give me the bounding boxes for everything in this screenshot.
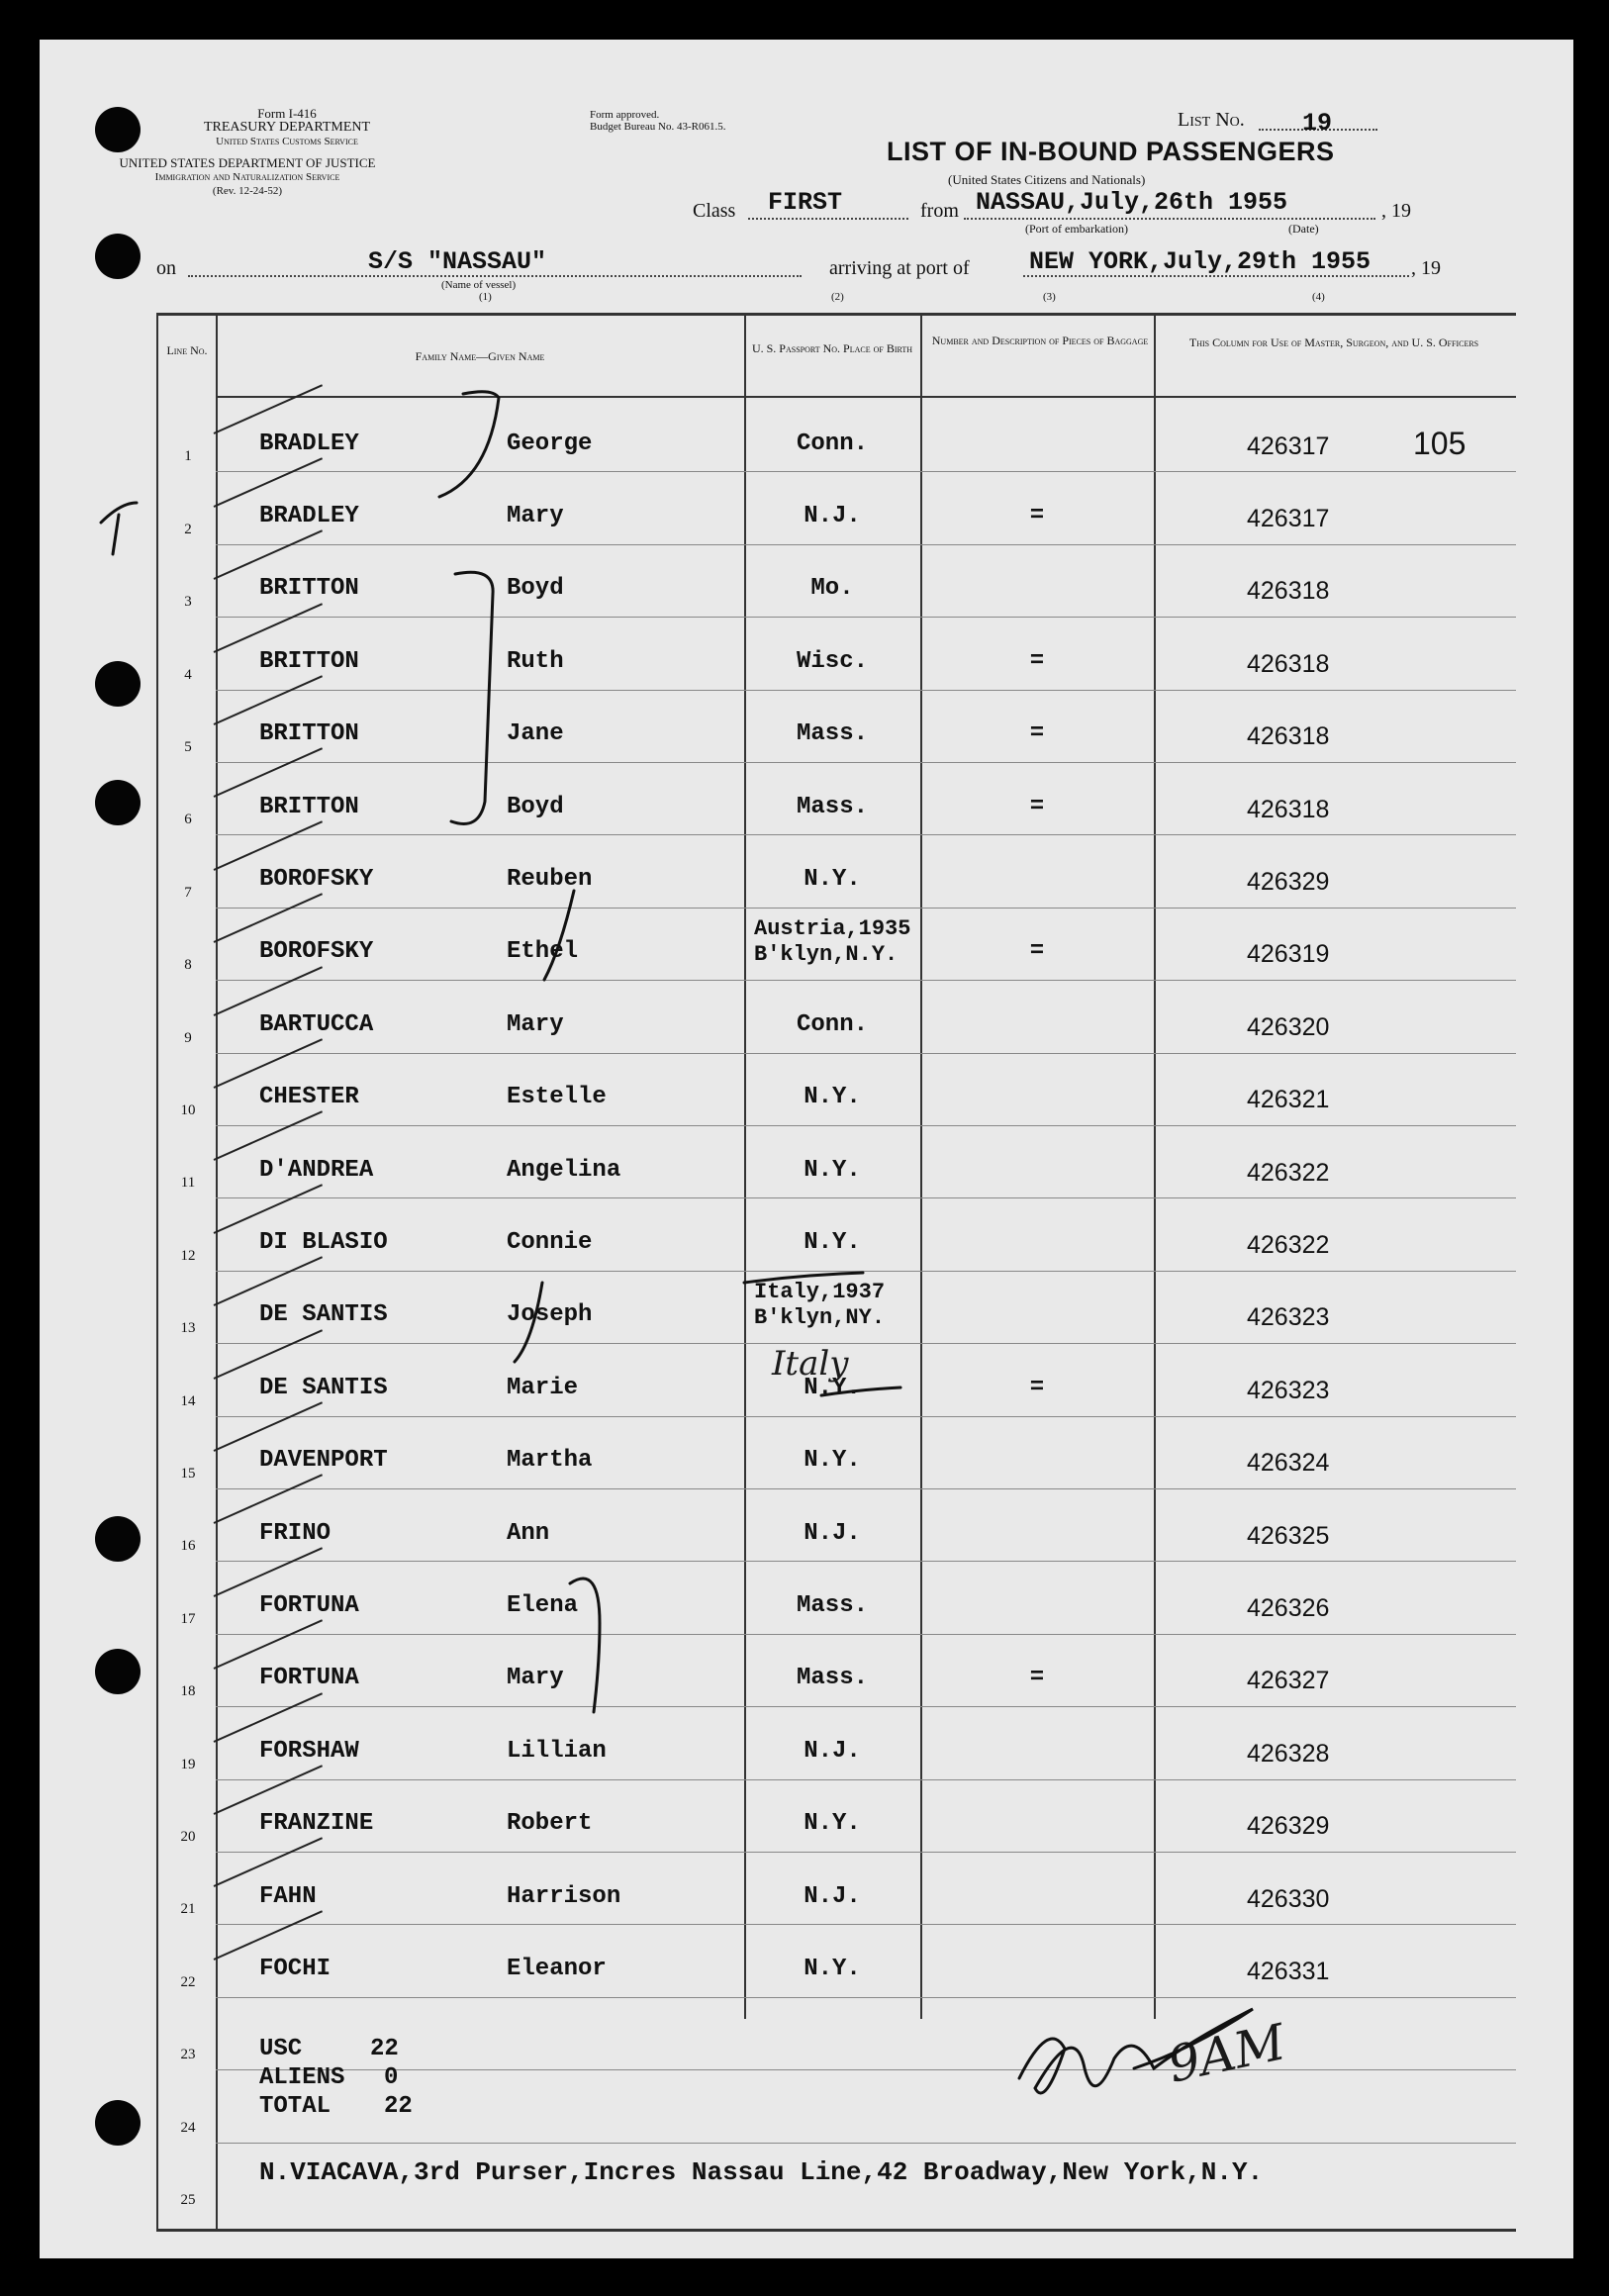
given-name: Ruth (507, 647, 564, 675)
table-row (40, 472, 1573, 544)
family-name: FORTUNA (259, 1592, 359, 1620)
line-number: 17 (180, 1610, 196, 1627)
place-of-birth: Mass. (796, 720, 868, 748)
family-name: FORSHAW (259, 1737, 359, 1765)
place-of-birth: N.Y. (804, 1374, 861, 1401)
baggage-mark: = (1029, 647, 1045, 675)
officer-number: 426319 (1247, 940, 1330, 969)
totals-block (259, 2035, 413, 2121)
line-number: 25 (180, 2192, 196, 2208)
officer-number: 426317 (1247, 431, 1330, 460)
table-row (40, 691, 1573, 763)
family-name: BRITTON (259, 720, 359, 748)
table-row (40, 763, 1573, 835)
table-row (40, 909, 1573, 981)
officer-number: 426329 (1247, 1812, 1330, 1841)
table-row (40, 545, 1573, 618)
officer-number: 426318 (1247, 577, 1330, 606)
col-num-2: (2) (831, 291, 844, 303)
family-name: FORTUNA (259, 1665, 359, 1692)
class-value: FIRST (768, 188, 843, 217)
port-caption: (Port of embarkation) (1025, 222, 1128, 236)
handwritten-initials: 9AM (1163, 2013, 1290, 2094)
line-number: 21 (180, 1901, 196, 1918)
line-number: 22 (180, 1973, 196, 1990)
place-of-birth: N.J. (804, 503, 861, 530)
table-top-rule (156, 313, 1516, 316)
table-row (40, 1707, 1573, 1779)
officer-number: 426330 (1247, 1884, 1330, 1913)
row-rule (216, 1997, 1516, 1998)
given-name: Jane (507, 720, 564, 748)
officer-number: 426321 (1247, 1086, 1330, 1114)
place-of-birth: Mo. (810, 575, 854, 603)
handwritten-italy: Italy (772, 1344, 849, 1384)
page-subtitle: (United States Citizens and Nationals) (948, 172, 1146, 187)
aliens-value: 0 (384, 2064, 399, 2091)
place-of-birth: Mass. (796, 1665, 868, 1692)
given-name: Martha (507, 1447, 593, 1475)
table-row (40, 835, 1573, 908)
family-name: BRITTON (259, 793, 359, 820)
officer-number: 426326 (1247, 1594, 1330, 1623)
line-number: 9 (184, 1029, 192, 1046)
purser-line: N.VIACAVA,3rd Purser,Incres Nassau Line,42 Broadway,New York,N.Y. (259, 2157, 1264, 2187)
table-row (40, 1489, 1573, 1562)
family-name: DI BLASIO (259, 1229, 388, 1257)
header-baggage: Number and Description of Pieces of Baggage (931, 334, 1149, 347)
officer-number: 426318 (1247, 722, 1330, 751)
table-bottom-rule (156, 2229, 1516, 2232)
place-of-birth: N.Y. (804, 1810, 861, 1838)
place-of-birth: N.J. (804, 1519, 861, 1547)
header-passport: U. S. Passport No. Place of Birth (751, 341, 913, 355)
vessel-caption: (Name of vessel) (441, 279, 517, 291)
baggage-mark: = (1029, 1374, 1045, 1401)
date-caption: (Date) (1288, 222, 1319, 236)
year-suffix: , 19 (1381, 200, 1411, 222)
place-of-birth: N.Y. (804, 1229, 861, 1257)
officer-number: 426325 (1247, 1521, 1330, 1550)
aliens-label: ALIENS (259, 2064, 345, 2091)
family-name: CHESTER (259, 1084, 359, 1111)
usc-label: USC (259, 2036, 303, 2062)
total-value: 22 (384, 2093, 413, 2120)
given-name: Harrison (507, 1882, 621, 1910)
line-number: 5 (184, 738, 192, 755)
officer-number: 426327 (1247, 1667, 1330, 1695)
place-of-birth: Conn. (796, 1010, 868, 1038)
table-row (40, 1272, 1573, 1344)
line-number: 15 (180, 1465, 196, 1482)
table-row (40, 1780, 1573, 1853)
given-name: Robert (507, 1810, 593, 1838)
place-of-birth: N.Y. (804, 1084, 861, 1111)
total-label: TOTAL (259, 2093, 331, 2120)
passenger-table (40, 40, 1573, 2258)
family-name: BRADLEY (259, 430, 359, 457)
margin-number: 105 (1413, 426, 1467, 461)
form-number: Form I-416 (257, 106, 317, 121)
officer-number: 426323 (1247, 1303, 1330, 1332)
place-of-birth: N.J. (804, 1882, 861, 1910)
place-of-birth: N.Y. (804, 866, 861, 894)
line-number: 24 (180, 2119, 196, 2136)
usc-row (259, 2035, 413, 2063)
family-name: BARTUCCA (259, 1010, 374, 1038)
family-name: FRANZINE (259, 1810, 374, 1838)
family-name: FRINO (259, 1519, 331, 1547)
line-number: 14 (180, 1392, 196, 1409)
officer-number: 426318 (1247, 795, 1330, 823)
budget-bureau: Budget Bureau No. 43-R061.5. (590, 121, 726, 133)
place-of-birth: Mass. (796, 1592, 868, 1620)
from-value: NASSAU,July,26th 1955 (976, 188, 1288, 217)
family-name: FAHN (259, 1882, 317, 1910)
given-name: Boyd (507, 575, 564, 603)
line-number: 18 (180, 1683, 196, 1700)
officer-number: 426318 (1247, 649, 1330, 678)
table-row (40, 1925, 1573, 1997)
baggage-mark: = (1029, 503, 1045, 530)
baggage-mark: = (1029, 938, 1045, 966)
from-label: from (920, 200, 959, 222)
place-of-birth: Austria,1935 B'klyn,N.Y. (754, 916, 911, 968)
family-name: BRITTON (259, 575, 359, 603)
place-of-birth: N.J. (804, 1737, 861, 1765)
given-name: Marie (507, 1374, 579, 1401)
year-suffix-2: , 19 (1411, 257, 1441, 279)
family-name: DAVENPORT (259, 1447, 388, 1475)
revision: (Rev. 12-24-52) (212, 185, 283, 197)
line-number: 19 (180, 1756, 196, 1772)
table-row (40, 981, 1573, 1053)
table-row (40, 1054, 1573, 1126)
ins-service: Immigration and Naturalization Service (154, 171, 340, 183)
line-number: 10 (180, 1101, 196, 1118)
place-of-birth: Mass. (796, 793, 868, 820)
table-row (40, 1198, 1573, 1271)
treasury-dept: TREASURY DEPARTMENT (203, 120, 371, 135)
customs-service: United States Customs Service (216, 136, 358, 147)
table-row (40, 1562, 1573, 1634)
line-number: 4 (184, 666, 192, 683)
given-name: Joseph (507, 1301, 593, 1329)
line-number: 23 (180, 2047, 196, 2063)
place-of-birth: Conn. (796, 430, 868, 457)
row-rule (216, 2143, 1516, 2144)
baggage-mark: = (1029, 1665, 1045, 1692)
line-number: 6 (184, 812, 192, 828)
line-number: 13 (180, 1320, 196, 1337)
col-num-4: (4) (1312, 291, 1325, 303)
header-name: Family Name—Given Name (415, 349, 545, 363)
line-number: 2 (184, 521, 192, 537)
form-approved: Form approved. (590, 109, 660, 121)
line-number: 3 (184, 594, 192, 611)
total-row (259, 2092, 413, 2121)
given-name: Estelle (507, 1084, 607, 1111)
usc-value: 22 (370, 2036, 399, 2062)
family-name: BOROFSKY (259, 938, 374, 966)
table-row (40, 1635, 1573, 1707)
family-name: DE SANTIS (259, 1374, 388, 1401)
header-line-no: Line No. (166, 343, 208, 357)
baggage-mark: = (1029, 720, 1045, 748)
given-name: George (507, 430, 593, 457)
aliens-row (259, 2063, 413, 2092)
place-of-birth: N.Y. (804, 1447, 861, 1475)
family-name: FOCHI (259, 1956, 331, 1983)
class-label: Class (693, 200, 736, 222)
line-number: 12 (180, 1247, 196, 1264)
place-of-birth: Italy,1937 B'klyn,NY. (754, 1280, 886, 1331)
col-num-3: (3) (1043, 291, 1056, 303)
line-number: 1 (184, 448, 192, 465)
officer-number: 426322 (1247, 1231, 1330, 1260)
list-label: List No. (1178, 109, 1245, 131)
line-number: 20 (180, 1828, 196, 1845)
baggage-mark: = (1029, 793, 1045, 820)
place-of-birth: Wisc. (796, 647, 868, 675)
vessel-name: S/S "NASSAU" (368, 247, 547, 276)
arriving-value: NEW YORK,July,29th 1955 (1029, 247, 1372, 276)
given-name: Ethel (507, 938, 579, 966)
list-number: 19 (1302, 109, 1333, 138)
table-row (40, 1417, 1573, 1489)
given-name: Angelina (507, 1156, 621, 1184)
given-name: Elena (507, 1592, 579, 1620)
given-name: Eleanor (507, 1956, 607, 1983)
table-row (40, 1126, 1573, 1198)
arriving-label: arriving at port of (829, 257, 970, 279)
family-name: BRADLEY (259, 503, 359, 530)
officer-number: 426317 (1247, 505, 1330, 533)
officer-number: 426320 (1247, 1012, 1330, 1041)
given-name: Connie (507, 1229, 593, 1257)
page-title: LIST OF IN-BOUND PASSENGERS (887, 137, 1335, 166)
place-of-birth: N.Y. (804, 1956, 861, 1983)
table-row (40, 618, 1573, 690)
form-sheet (40, 40, 1573, 2258)
line-number: 7 (184, 884, 192, 901)
given-name: Mary (507, 1010, 564, 1038)
line-number: 16 (180, 1538, 196, 1555)
header-officers: This Column for Use of Master, Surgeon, and U. S. Officers (1188, 335, 1479, 349)
given-name: Ann (507, 1519, 550, 1547)
table-row (40, 400, 1573, 472)
place-of-birth: N.Y. (804, 1156, 861, 1184)
given-name: Mary (507, 503, 564, 530)
check-mark (214, 385, 323, 435)
line-number: 11 (180, 1175, 196, 1192)
family-name: BOROFSKY (259, 866, 374, 894)
table-row (40, 1853, 1573, 1925)
family-name: BRITTON (259, 647, 359, 675)
given-name: Mary (507, 1665, 564, 1692)
given-name: Reuben (507, 866, 593, 894)
line-number: 8 (184, 957, 192, 974)
officer-number: 426324 (1247, 1449, 1330, 1478)
given-name: Lillian (507, 1737, 607, 1765)
vessel-col-num: (1) (479, 291, 492, 303)
header-rule (216, 396, 1516, 398)
officer-number: 426328 (1247, 1739, 1330, 1768)
officer-number: 426322 (1247, 1158, 1330, 1187)
family-name: DE SANTIS (259, 1301, 388, 1329)
family-name: D'ANDREA (259, 1156, 374, 1184)
justice-dept: UNITED STATES DEPARTMENT OF JUSTICE (119, 155, 376, 170)
officer-number: 426331 (1247, 1958, 1330, 1986)
on-label: on (156, 257, 176, 279)
officer-number: 426323 (1247, 1376, 1330, 1404)
officer-number: 426329 (1247, 868, 1330, 897)
given-name: Boyd (507, 793, 564, 820)
